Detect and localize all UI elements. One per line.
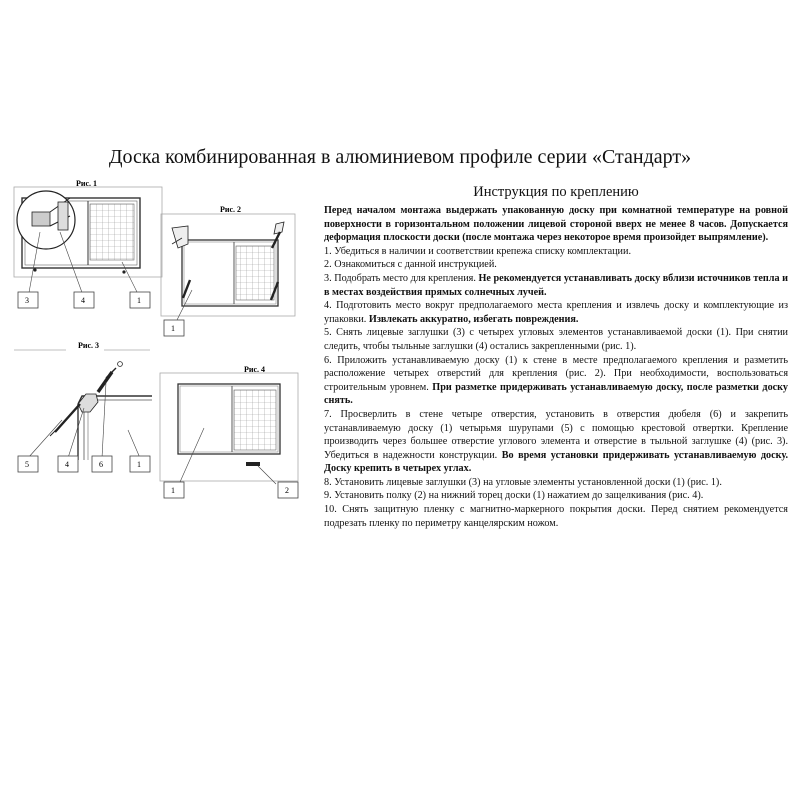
figure-4-callout-1: 1 [171,486,175,495]
step-3-bold: Не рекомендуется устанавливать доску вблизи источников тепла и в местах воздействия прямых солнечных лучей. [324,272,788,298]
instruction-section [324,184,788,530]
figure-2 [161,205,295,336]
figure-4 [160,365,298,498]
instruction-heading: Инструкция по креплению [473,184,639,200]
step-2-text: 2. Ознакомиться с данной инструкцией. [324,259,497,271]
step-5-text: 5. Снять лицевые заглушки (3) с четырех угловых элементов устанавливаемой доски (1). При снятии следить, чтобы тыльные заглушки (4) остались закрепленными (рис. 1). [324,327,788,352]
figure-1-callout-1: 1 [137,296,141,305]
step-6-text: 6. Приложить устанавливаемую доску (1) к стене в месте предполагаемого крепления и разметить расположение четырех отверстий для крепления (рис. 2). При необходимости, воспользоваться строительным уровнем. [324,354,788,393]
figure-1-callout-3: 3 [25,296,29,305]
step-10 [324,503,788,530]
figure-2-callout-1: 1 [171,324,175,333]
figure-4-callout-2: 2 [285,486,289,495]
figure-1-callout-4: 4 [81,296,85,305]
step-6 [324,354,788,408]
step-3 [324,272,788,299]
step-10-text: 10. Снять защитную пленку с магнитно-маркерного покрытия доски. Перед снятием рекомендуется подрезать пленку по периметру канцелярским ножом. [324,504,788,529]
intro-paragraph [324,204,788,245]
figure-3-caption: Рис. 3 [78,341,100,350]
step-8 [324,476,788,490]
step-1 [324,245,788,259]
step-8-text: 8. Установить лицевые заглушки (3) на угловые элементы установленной доски (1) (рис. 1). [324,476,722,488]
figure-3 [14,341,152,472]
figure-3-callout-1: 1 [137,460,141,469]
step-5 [324,326,788,353]
step-9 [324,489,788,503]
step-4-text: 4. Подготовить место вокруг предполагаемого места крепления и извлечь доску и комплектующие из упаковки. [324,300,788,325]
figure-1-caption: Рис. 1 [76,179,98,188]
step-7-bold: Во время установки придерживать устанавливаемую доску. Доску крепить в четырех углах. [324,449,789,475]
step-3-text: 3. Подобрать место для крепления. [324,272,479,284]
step-1-text: 1. Убедиться в наличии и соответствии крепежа списку комплектации. [324,245,632,257]
step-6-bold: При разметке придерживать устанавливаемую доску, после разметки доску снять. [324,381,789,407]
figure-3-callout-4: 4 [65,460,69,469]
figure-2-caption: Рис. 2 [220,205,242,214]
figure-1 [14,179,162,308]
intro-bold-text: Перед началом монтажа выдержать упакованную доску при комнатной температуре на ровной поверхности в горизонтальном положении лицевой стороной вверх не менее 8 часов. Допускается деформация плоскости доски (после монтажа через некоторое время произойдет выпрямление). [324,205,788,244]
step-4 [324,299,788,326]
figure-4-caption: Рис. 4 [244,365,266,374]
step-7-text: 7. Просверлить в стене четыре отверстия, установить в отверстия дюбеля (6) и закрепить устанавливаемую доску (1) четырьмя шурупами (5) с помощью крестовой отвертки. Крепление производить через большее отверстие углового элемента и отверстие в тыльной заглушке (4) (рис. 3). Убедиться в надежности конструкции. [324,408,788,461]
step-7 [324,408,788,476]
figure-3-callout-6: 6 [99,460,103,469]
step-4-bold: Извлекать аккуратно, избегать повреждения. [368,313,579,325]
step-9-text: 9. Установить полку (2) на нижний торец доски (1) нажатием до защелкивания (рис. 4). [324,490,704,502]
step-2 [324,258,788,272]
document-title: Доска комбинированная в алюминиевом профиле серии «Стандарт» [108,146,692,168]
figure-3-callout-5: 5 [25,460,29,469]
